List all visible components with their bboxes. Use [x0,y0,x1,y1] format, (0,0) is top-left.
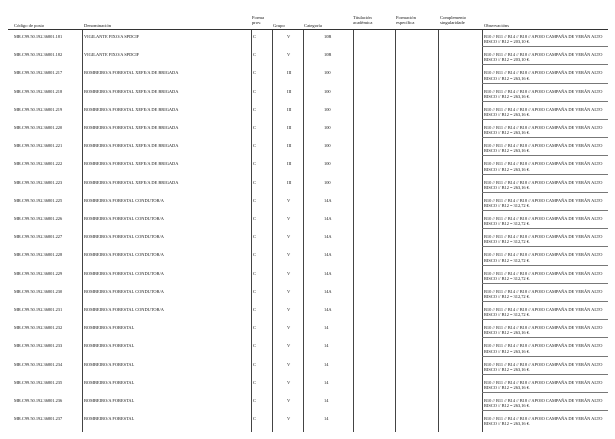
cell-codigo: MR.C99.50.192.36801.220 [14,125,63,130]
cell-categoria: 14 [324,325,329,331]
cell-categoria: 100 [324,125,331,130]
cell-codigo: MR.C99.50.192.36801.223 [14,179,63,185]
cell-forma: C [253,288,256,294]
cell-observacions: B10 // B11 // B14 // B18 // APOIO CAMPAÑA DE VERÁN ALTO RISCO // B12 = 263,16 €. [484,125,603,136]
cell-forma: C [253,361,256,367]
observacions-separator [482,101,608,102]
cell-observacions: B10 // B11 // B14 // B18 // APOIO CAMPAÑA DE VERÁN ALTO RISCO // B12 = 203,10 €. [484,34,603,45]
cell-denominacion: BOMBEIRO/A FORESTAL CONDUTOR/A [84,307,164,312]
observacions-separator [482,46,608,47]
cell-forma: C [253,197,256,203]
cell-denominacion: BOMBEIRO/A FORESTAL XEFE/A DE BRIGADA [84,143,179,149]
cell-codigo: MR.C99.50.192.36801.218 [14,88,63,94]
cell-codigo: MR.C99.50.192.36801.182 [14,52,63,58]
cell-codigo: MR.C99.50.192.36801.229 [14,270,63,276]
cell-forma: C [253,52,256,58]
cell-forma: C [253,343,256,349]
cell-codigo: MR.C99.50.192.36801.219 [14,106,63,112]
cell-forma: C [253,143,256,149]
cell-observacions: B10 // B11 // B14 // B18 // APOIO CAMPAÑA DE VERÁN ALTO RISCO // B12 = 263,16 €. [484,70,603,81]
cell-forma: C [253,125,256,130]
cell-observacions: B10 // B11 // B14 // B18 // APOIO CAMPAÑA DE VERÁN ALTO RISCO // B12 = 312,72 €. [484,307,603,318]
cell-grupo: V [287,234,291,240]
observacions-separator [482,265,608,266]
cell-forma: C [253,70,256,76]
cell-codigo: MR.C99.50.192.36801.217 [14,70,63,76]
cell-observacions: B10 // B11 // B14 // B18 // APOIO CAMPAÑA DE VERÁN ALTO RISCO // B12 = 312,72 €. [484,197,603,208]
cell-denominacion: BOMBEIRO/A FORESTAL [84,398,135,403]
cell-categoria: 100 [324,70,331,76]
cell-categoria: 14 [324,361,329,367]
observacions-separator [482,319,608,320]
cell-observacions: B10 // B11 // B14 // B18 // APOIO CAMPAÑA DE VERÁN ALTO RISCO // B12 = 263,16 €. [484,106,603,117]
header-complemento: Complemento singularidade [440,15,467,26]
cell-observacions: B10 // B11 // B14 // B18 // APOIO CAMPAÑA DE VERÁN ALTO RISCO // B12 = 263,16 €. [484,361,603,372]
cell-denominacion: BOMBEIRO/A FORESTAL XEFE/A DE BRIGADA [84,161,179,167]
cell-forma: C [253,88,256,94]
cell-categoria: 14A [324,252,332,258]
cell-denominacion: BOMBEIRO/A FORESTAL CONDUTOR/A [84,234,164,240]
cell-grupo: V [287,379,291,385]
cell-forma: C [253,325,256,331]
cell-forma: C [253,307,256,312]
cell-codigo: MR.C99.50.192.36801.230 [14,288,63,294]
cell-codigo: MR.C99.50.192.36801.181 [14,34,63,39]
cell-grupo: V [287,288,291,294]
cell-categoria: 14A [324,197,332,203]
cell-denominacion: BOMBEIRO/A FORESTAL CONDUTOR/A [84,252,164,258]
cell-denominacion: VIGILANTE FIXO/A SPDCIF [84,34,140,39]
cell-categoria: 100 [324,88,331,94]
cell-denominacion: BOMBEIRO/A FORESTAL CONDUTOR/A [84,216,164,221]
cell-categoria: 14 [324,398,329,403]
cell-forma: C [253,106,256,112]
cell-codigo: MR.C99.50.192.36801.237 [14,416,63,422]
table-row [0,416,615,438]
observacions-separator [482,356,608,357]
cell-grupo: V [287,52,291,58]
cell-codigo: MR.C99.50.192.36801.221 [14,143,63,149]
cell-grupo: V [287,270,291,276]
observacions-separator [482,155,608,156]
cell-codigo: MR.C99.50.192.36801.236 [14,398,63,403]
header-forma: Forma prov. [252,15,264,26]
cell-observacions: B10 // B11 // B14 // B18 // APOIO CAMPAÑA DE VERÁN ALTO RISCO // B12 = 263,16 €. [484,416,603,427]
cell-grupo: V [287,197,291,203]
observacions-separator [482,246,608,247]
cell-codigo: MR.C99.50.192.36801.232 [14,325,63,331]
cell-grupo: V [287,325,291,331]
cell-grupo: V [287,252,291,258]
cell-denominacion: BOMBEIRO/A FORESTAL XEFE/A DE BRIGADA [84,106,179,112]
cell-codigo: MR.C99.50.192.36801.227 [14,234,63,240]
cell-grupo: V [287,307,291,312]
observacions-separator [482,410,608,411]
observacions-separator [482,137,608,138]
cell-grupo: V [287,216,291,221]
observacions-separator [482,174,608,175]
observacions-separator [482,210,608,211]
header-categoria: Categoría [304,23,322,28]
cell-denominacion: BOMBEIRO/A FORESTAL [84,325,135,331]
cell-grupo: III [287,161,292,167]
cell-codigo: MR.C99.50.192.36801.228 [14,252,63,258]
cell-categoria: 14A [324,288,332,294]
cell-codigo: MR.C99.50.192.36801.225 [14,197,63,203]
cell-categoria: 10B [324,52,332,58]
header-rule [8,29,608,30]
observacions-separator [482,228,608,229]
cell-forma: C [253,398,256,403]
cell-denominacion: VIGILANTE FIXO/A SPDCIF [84,52,140,58]
cell-forma: C [253,416,256,422]
cell-forma: C [253,379,256,385]
cell-denominacion: BOMBEIRO/A FORESTAL [84,416,135,422]
cell-categoria: 14A [324,307,332,312]
cell-observacions: B10 // B11 // B14 // B18 // APOIO CAMPAÑA DE VERÁN ALTO RISCO // B12 = 312,72 €. [484,234,603,245]
cell-categoria: 100 [324,143,331,149]
cell-observacions: B10 // B11 // B14 // B18 // APOIO CAMPAÑA DE VERÁN ALTO RISCO // B12 = 203,10 €. [484,52,603,63]
header-titulacion: Titulación académica [353,15,373,26]
cell-categoria: 14 [324,416,329,422]
cell-forma: C [253,234,256,240]
header-formacion: Formación específica [396,15,416,26]
cell-observacions: B10 // B11 // B14 // B18 // APOIO CAMPAÑA DE VERÁN ALTO RISCO // B12 = 263,16 €. [484,161,603,172]
cell-observacions: B10 // B11 // B14 // B18 // APOIO CAMPAÑA DE VERÁN ALTO RISCO // B12 = 312,72 €. [484,252,603,263]
cell-categoria: 100 [324,179,331,185]
observacions-separator [482,337,608,338]
cell-observacions: B10 // B11 // B14 // B18 // APOIO CAMPAÑA DE VERÁN ALTO RISCO // B12 = 312,72 €. [484,270,603,281]
cell-denominacion: BOMBEIRO/A FORESTAL XEFE/A DE BRIGADA [84,70,179,76]
cell-forma: C [253,252,256,258]
cell-categoria: 100 [324,161,331,167]
cell-codigo: MR.C99.50.192.36801.226 [14,216,63,221]
cell-grupo: V [287,361,291,367]
cell-categoria: 14 [324,343,329,349]
cell-observacions: B10 // B11 // B14 // B18 // APOIO CAMPAÑA DE VERÁN ALTO RISCO // B12 = 263,16 €. [484,343,603,354]
cell-grupo: III [287,106,292,112]
header-grupo: Grupo [273,23,285,28]
cell-categoria: 14A [324,270,332,276]
cell-codigo: MR.C99.50.192.36801.231 [14,307,63,312]
cell-forma: C [253,34,256,39]
cell-grupo: III [287,179,292,185]
observacions-separator [482,119,608,120]
cell-grupo: III [287,70,292,76]
cell-codigo: MR.C99.50.192.36801.222 [14,161,63,167]
cell-observacions: B10 // B11 // B14 // B18 // APOIO CAMPAÑA DE VERÁN ALTO RISCO // B12 = 312,72 €. [484,216,603,227]
cell-categoria: 14A [324,216,332,221]
observacions-separator [482,392,608,393]
observacions-separator [482,283,608,284]
cell-denominacion: BOMBEIRO/A FORESTAL CONDUTOR/A [84,288,164,294]
cell-categoria: 14 [324,379,329,385]
cell-denominacion: BOMBEIRO/A FORESTAL [84,379,135,385]
cell-observacions: B10 // B11 // B14 // B18 // APOIO CAMPAÑA DE VERÁN ALTO RISCO // B12 = 263,16 €. [484,325,603,336]
cell-denominacion: BOMBEIRO/A FORESTAL XEFE/A DE BRIGADA [84,125,179,130]
cell-denominacion: BOMBEIRO/A FORESTAL XEFE/A DE BRIGADA [84,179,179,185]
cell-denominacion: BOMBEIRO/A FORESTAL CONDUTOR/A [84,197,164,203]
cell-grupo: V [287,343,291,349]
cell-denominacion: BOMBEIRO/A FORESTAL [84,361,135,367]
cell-observacions: B10 // B11 // B14 // B18 // APOIO CAMPAÑA DE VERÁN ALTO RISCO // B12 = 312,72 €. [484,288,603,299]
header-observacions: Observacións [484,23,510,28]
cell-grupo: III [287,143,292,149]
header-denominacion: Denominación [84,23,112,28]
cell-observacions: B10 // B11 // B14 // B18 // APOIO CAMPAÑA DE VERÁN ALTO RISCO // B12 = 263,16 €. [484,398,603,409]
cell-observacions: B10 // B11 // B14 // B18 // APOIO CAMPAÑA DE VERÁN ALTO RISCO // B12 = 263,16 €. [484,379,603,390]
observacions-separator [482,83,608,84]
cell-observacions: B10 // B11 // B14 // B18 // APOIO CAMPAÑA DE VERÁN ALTO RISCO // B12 = 263,16 €. [484,179,603,190]
cell-grupo: V [287,34,291,39]
header-codigo: Código de posto [14,23,45,28]
cell-observacions: B10 // B11 // B14 // B18 // APOIO CAMPAÑA DE VERÁN ALTO RISCO // B12 = 263,16 €. [484,88,603,99]
cell-forma: C [253,270,256,276]
cell-grupo: V [287,416,291,422]
cell-forma: C [253,161,256,167]
cell-forma: C [253,216,256,221]
cell-codigo: MR.C99.50.192.36801.235 [14,379,63,385]
cell-denominacion: BOMBEIRO/A FORESTAL [84,343,135,349]
observacions-separator [482,301,608,302]
cell-denominacion: BOMBEIRO/A FORESTAL CONDUTOR/A [84,270,164,276]
cell-denominacion: BOMBEIRO/A FORESTAL XEFE/A DE BRIGADA [84,88,179,94]
cell-codigo: MR.C99.50.192.36801.234 [14,361,63,367]
observacions-separator [482,192,608,193]
cell-categoria: 100 [324,106,331,112]
cell-observacions: B10 // B11 // B14 // B18 // APOIO CAMPAÑA DE VERÁN ALTO RISCO // B12 = 263,16 €. [484,143,603,154]
cell-grupo: III [287,88,292,94]
cell-codigo: MR.C99.50.192.36801.233 [14,343,63,349]
observacions-separator [482,374,608,375]
cell-categoria: 10B [324,34,332,39]
cell-categoria: 14A [324,234,332,240]
cell-forma: C [253,179,256,185]
observacions-separator [482,64,608,65]
cell-grupo: V [287,398,291,403]
cell-grupo: III [287,125,292,130]
